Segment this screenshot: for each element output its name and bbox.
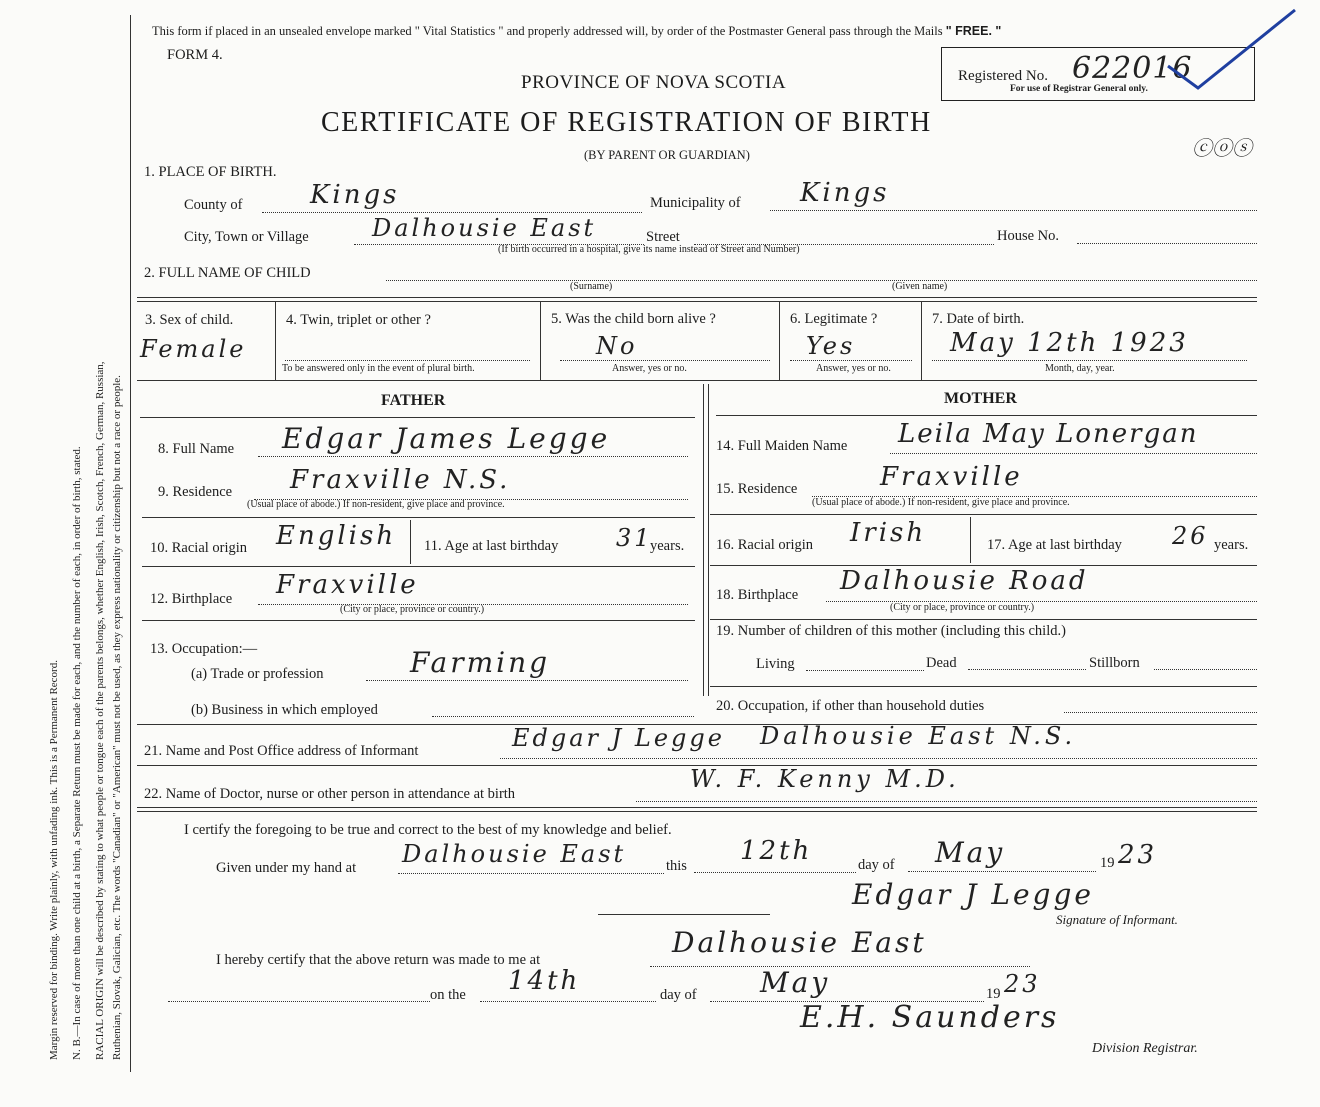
given-year-prefix: 19 <box>1100 855 1115 871</box>
municipality-label: Municipality of <box>650 195 741 211</box>
father-residence-label: 9. Residence <box>158 484 233 500</box>
margin-note-racial-origin-cont: Ruthenian, Slovak, Galician, etc. The words "Canadian" or "American" must not be used, as they express nationality or citizenship but not a race or people. <box>111 375 123 1060</box>
municipality-value: Kings <box>800 178 890 208</box>
informant-signature-label: Signature of Informant. <box>1056 912 1178 927</box>
father-residence-note: (Usual place of abode.) If non-resident, give place and province. <box>247 499 505 510</box>
father-occupation-label: 13. Occupation:— <box>150 641 258 657</box>
given-day-value: 12th <box>740 836 813 866</box>
province-heading: PROVINCE OF NOVA SCOTIA <box>521 72 787 93</box>
informant-name: Edgar J Legge <box>512 724 725 752</box>
form-number: FORM 4. <box>167 47 223 63</box>
dead-label: Dead <box>926 655 957 671</box>
twin-note: To be answered only in the event of plural birth. <box>282 363 475 374</box>
stamp-mark: ⓒⓞⓢ <box>1192 136 1252 160</box>
given-year-value: 23 <box>1118 840 1158 870</box>
mother-occupation-label: 20. Occupation, if other than household duties <box>716 698 985 714</box>
checkmark-icon <box>1160 6 1300 96</box>
registrar-day-of-label: day of <box>660 987 697 1003</box>
given-under-label: Given under my hand at <box>216 860 357 876</box>
registered-number: 622016 <box>1072 51 1193 86</box>
house-number-label: House No. <box>997 228 1060 244</box>
margin-note-racial-origin: RACIAL ORIGIN will be described by stating to what people or tongue each of the parents belongs, whether English, Irish, Scotch, French, German, Russian, <box>94 361 106 1060</box>
given-name-note: (Given name) <box>892 281 948 292</box>
county-value: Kings <box>310 180 400 210</box>
living-label: Living <box>756 656 795 672</box>
father-age-value: 31 <box>616 524 653 552</box>
sex-label: 3. Sex of child. <box>145 312 234 328</box>
father-years-label: years. <box>650 538 685 554</box>
mother-age-label: 17. Age at last birthday <box>987 537 1122 553</box>
mail-free: " FREE. " <box>945 24 1002 38</box>
registered-label: Registered No. <box>958 68 1048 84</box>
mother-age-value: 26 <box>1172 522 1209 550</box>
father-age-label: 11. Age at last birthday <box>424 538 559 554</box>
mother-residence-note: (Usual place of abode.) If non-resident, give place and province. <box>812 497 1070 508</box>
mother-race-value: Irish <box>850 518 927 548</box>
margin-rule <box>130 15 131 1072</box>
dob-note: Month, day, year. <box>1045 363 1115 374</box>
registrar-statement: I hereby certify that the above return was made to me at <box>216 952 541 968</box>
trade-label: (a) Trade or profession <box>191 666 324 682</box>
registrar-year-prefix: 19 <box>986 986 1001 1002</box>
mother-birthplace-note: (City or place, province or country.) <box>890 602 1035 613</box>
father-race-value: English <box>276 521 397 551</box>
certify-statement: I certify the foregoing to be true and correct to the best of my knowledge and belief. <box>184 822 672 838</box>
registrar-year-value: 23 <box>1004 970 1041 998</box>
informant-signature: Edgar J Legge <box>852 878 1094 911</box>
registrar-place-value: Dalhousie East <box>672 926 927 959</box>
children-count-label: 19. Number of children of this mother (including this child.) <box>716 623 1066 639</box>
given-month-value: May <box>935 836 1006 869</box>
trade-value: Farming <box>410 646 551 679</box>
margin-note-multiple-births: N. B.—In case of more than one child at a birth, a Separate Return must be made for each, and the number of each, in order of birth, stated. <box>71 446 83 1060</box>
city-value: Dalhousie East <box>372 214 597 242</box>
born-alive-label: 5. Was the child born alive ? <box>551 311 716 327</box>
day-of-label: day of <box>858 857 895 873</box>
father-name-value: Edgar James Legge <box>282 422 611 455</box>
doctor-label: 22. Name of Doctor, nurse or other person in attendance at birth <box>144 786 516 802</box>
registrar-day-value: 14th <box>508 966 581 996</box>
hospital-note: (If birth occurred in a hospital, give its name instead of Street and Number) <box>498 244 800 255</box>
business-label: (b) Business in which employed <box>191 702 378 718</box>
father-name-label: 8. Full Name <box>158 441 235 457</box>
stillborn-label: Stillborn <box>1089 655 1140 671</box>
father-race-label: 10. Racial origin <box>150 540 248 556</box>
surname-note: (Surname) <box>570 281 613 292</box>
legitimate-value: Yes <box>806 332 856 360</box>
father-birthplace-value: Fraxville <box>276 570 419 600</box>
registrar-note: For use of Registrar General only. <box>1010 84 1148 94</box>
mother-residence-value: Fraxville <box>880 462 1023 492</box>
informant-label: 21. Name and Post Office address of Informant <box>144 743 419 759</box>
informant-address: Dalhousie East N.S. <box>760 722 1077 750</box>
margin-note-binding: Margin reserved for binding. Write plainly, with unfading ink. This is a Permanent Record. <box>48 660 60 1060</box>
on-the-label: on the <box>430 987 466 1003</box>
registrar-label: Division Registrar. <box>1092 1041 1198 1056</box>
page-subtitle: (BY PARENT OR GUARDIAN) <box>584 148 750 162</box>
mother-years-label: years. <box>1214 537 1249 553</box>
father-birthplace-label: 12. Birthplace <box>150 591 233 607</box>
mail-notice-text: This form if placed in an unsealed envelope marked " Vital Statistics " and properly addressed will, by order of the Postmaster General pass through the Mails <box>152 24 943 38</box>
mother-name-label: 14. Full Maiden Name <box>716 438 848 454</box>
twin-label: 4. Twin, triplet or other ? <box>286 312 431 328</box>
place-of-birth-label: 1. PLACE OF BIRTH. <box>144 164 277 180</box>
father-heading: FATHER <box>381 392 446 409</box>
mother-birthplace-value: Dalhousie Road <box>840 566 1089 596</box>
dob-label: 7. Date of birth. <box>932 311 1025 327</box>
given-place-value: Dalhousie East <box>402 840 627 868</box>
mother-birthplace-label: 18. Birthplace <box>716 587 799 603</box>
born-alive-value: No <box>596 332 638 360</box>
father-birthplace-note: (City or place, province or country.) <box>340 604 485 615</box>
city-label: City, Town or Village <box>184 229 309 245</box>
this-label: this <box>666 858 687 874</box>
father-residence-value: Fraxville N.S. <box>290 465 511 495</box>
registrar-month-value: May <box>760 966 831 999</box>
registrar-signature: E.H. Saunders <box>800 1000 1060 1035</box>
born-alive-note: Answer, yes or no. <box>612 363 687 374</box>
mother-residence-label: 15. Residence <box>716 481 798 497</box>
sex-value: Female <box>140 335 247 363</box>
street-label: Street <box>646 229 680 245</box>
legitimate-note: Answer, yes or no. <box>816 363 891 374</box>
legitimate-label: 6. Legitimate ? <box>790 311 878 327</box>
county-label: County of <box>184 197 243 213</box>
mother-name-value: Leila May Lonergan <box>898 419 1199 449</box>
mother-heading: MOTHER <box>944 390 1017 407</box>
child-name-label: 2. FULL NAME OF CHILD <box>144 265 311 281</box>
page-title: CERTIFICATE OF REGISTRATION OF BIRTH <box>321 107 932 138</box>
mail-notice <box>152 24 1001 39</box>
mother-race-label: 16. Racial origin <box>716 537 814 553</box>
dob-value: May 12th 1923 <box>950 328 1189 358</box>
doctor-value: W. F. Kenny M.D. <box>690 765 960 793</box>
